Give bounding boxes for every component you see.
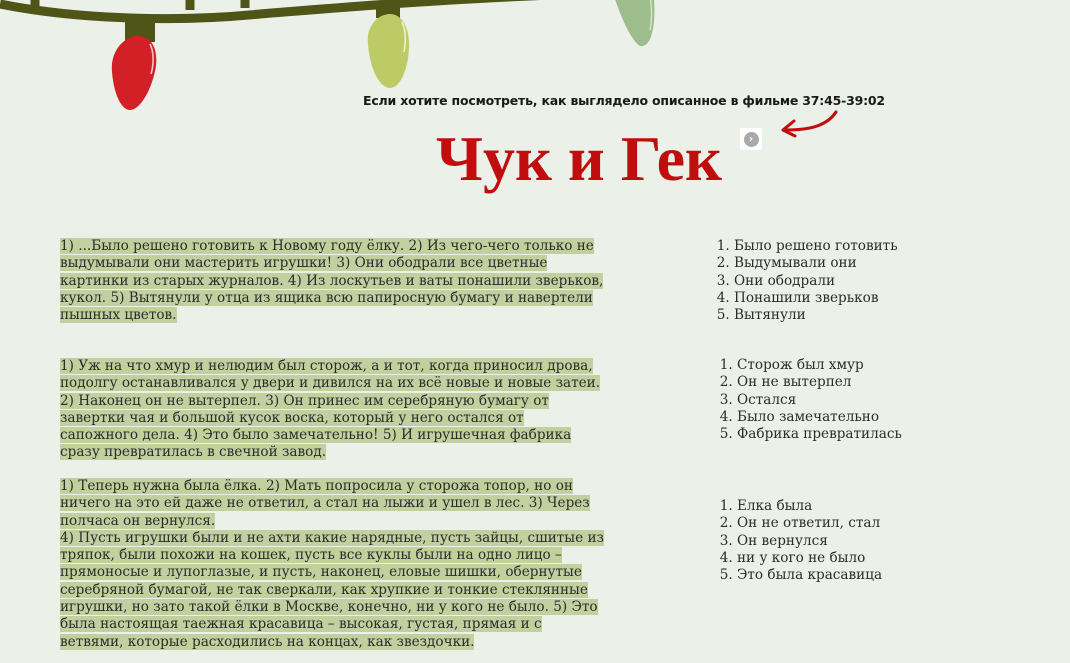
video-hint-text: Если хотите посмотреть, как выглядело описанное в фильме 37:45-39:02 xyxy=(363,93,885,108)
list-item: 2. Он не вытерпел xyxy=(737,374,902,391)
summary-list-3 xyxy=(703,498,882,584)
list-item: 1. Было решено готовить xyxy=(734,238,898,255)
list-item: 4. Было замечательно xyxy=(737,409,902,426)
red-bulb-icon xyxy=(112,16,156,110)
lime-bulb-icon xyxy=(368,2,409,88)
list-item: 1. Елка была xyxy=(737,498,882,515)
highlighted-text: 1) Уж на что хмур и нелюдим был сторож, а и тот, когда приносил дрова, подолгу останавливался у двери и дивился на их всё новые и новые затеи. 2) Наконец он не вытерпел. 3) Он принес им серебряную бумагу от завертки чая и большой кусок воска, который у него остался от сапожного дела. 4) Это было замечательно! 5) И игрушечная фабрика сразу превратилась в свечной завод. xyxy=(60,358,601,461)
story-paragraph-2 xyxy=(60,358,605,462)
list-item: 1. Сторож был хмур xyxy=(737,357,902,374)
list-item: 3. Они ободрали xyxy=(734,273,898,290)
chevron-right-circle-icon: › xyxy=(744,132,759,147)
list-item: 3. Остался xyxy=(737,392,902,409)
curved-arrow-icon xyxy=(778,108,842,144)
highlighted-text: 1) ...Было решено готовить к Новому году ёлку. 2) Из чего-чего только не выдумывали они мастерить игрушки! 3) Они ободрали все цветные картинки из старых журналов. 4) Из лоскутьев и ваты понашили зверьков, кукол. 5) Вытянули у отца из ящика всю папиросную бумагу и навертели пышных цветов. xyxy=(60,238,604,324)
list-item: 2. Он не ответил, стал xyxy=(737,515,882,532)
summary-list-1 xyxy=(700,238,898,324)
story-paragraph-3 xyxy=(60,478,605,651)
sage-bulb-icon xyxy=(612,0,654,46)
page-title: Чук и Гек xyxy=(436,123,722,194)
list-item: 5. Вытянули xyxy=(734,307,898,324)
list-item: 4. Понашили зверьков xyxy=(734,290,898,307)
list-item: 5. Это была красавица xyxy=(737,567,882,584)
list-item: 4. ни у кого не было xyxy=(737,550,882,567)
highlighted-text: 1) Теперь нужна была ёлка. 2) Мать попросила у сторожа топор, но он ничего на это ей даже не ответил, а стал на лыжи и ушел в лес. 3) Через полчаса он вернулся. xyxy=(60,478,590,529)
highlighted-text: 4) Пусть игрушки были и не ахти какие нарядные, пусть зайцы, сшитые из тряпок, были похожи на кошек, пусть все куклы были на одно лицо – прямоносые и лупоглазые, и пусть, наконец, еловые шишки, обернутые серебряной бумагой, не так сверкали, как хрупкие и тонкие стеклянные игрушки, но зато такой ёлки в Москве, конечно, ни у кого не было. 5) Это была настоящая таежная красавица – высокая, густая, прямая и с ветвями, которые расходились на концах, как звездочки. xyxy=(60,529,604,650)
list-item: 5. Фабрика превратилась xyxy=(737,426,902,443)
list-item: 3. Он вернулся xyxy=(737,533,882,550)
story-paragraph-1 xyxy=(60,238,605,324)
summary-list-2 xyxy=(703,357,902,443)
video-play-button[interactable] xyxy=(740,128,762,150)
list-item: 2. Выдумывали они xyxy=(734,255,898,272)
